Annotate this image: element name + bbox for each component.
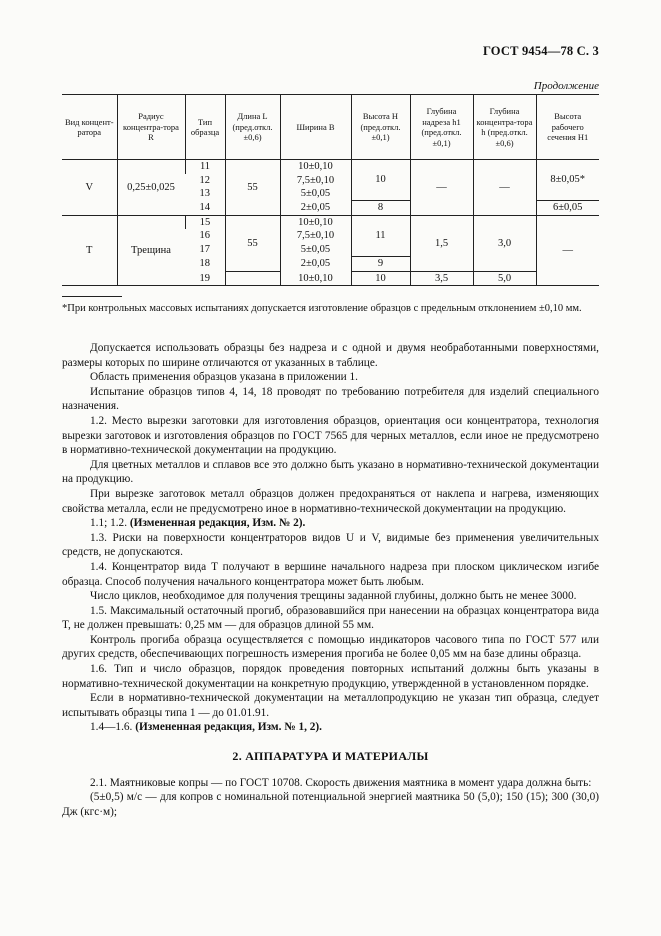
cell-type: 18 (199, 258, 210, 270)
paragraph: Контроль прогиба образца осуществляется с помощью индикаторов часового типа по ГОСТ 577 или других средств, обеспечивающих погрешность измерения прогиба не более 0,05 мм на базе длины образца. (62, 633, 599, 661)
cell-width: 10±0,10 (280, 215, 351, 229)
cell-work-height: 8±0,05* (536, 160, 599, 201)
cell-type: 12 (199, 174, 210, 186)
cell-width: 2±0,05 (280, 201, 351, 216)
col-header: Тип образца (185, 95, 225, 160)
paragraph: 1.2. Место вырезки заготовки для изготовления образцов, ориентация оси концентратора, технология вырезки заготовок и изготовления образцов по ГОСТ 7565 для черных металлов, если иное не предусмотрено в нормативно-технической документации на продукцию. (62, 414, 599, 457)
cell-notch-depth: 3,5 (410, 271, 473, 286)
footnote-divider (62, 296, 122, 297)
paragraph: 1.6. Тип и число образцов, порядок проведения повторных испытаний должны быть указаны в нормативно-технической документации на конкретную продукцию, утвержденной в установленном порядке. (62, 663, 599, 690)
table-row (62, 160, 599, 174)
cell-work-height: — (536, 215, 599, 285)
cell-width: 7,5±0,10 (280, 174, 351, 188)
cell-length-empty (225, 271, 280, 286)
cell-width: 7,5±0,10 (280, 229, 351, 243)
cell-concentrator-depth: 3,0 (473, 215, 536, 271)
col-header: Вид концент-ратора (62, 95, 117, 160)
cell-height: 10 (351, 271, 410, 286)
table-header-row (62, 95, 599, 160)
cell-notch-depth: — (410, 160, 473, 216)
paragraph: Испытание образцов типов 4, 14, 18 проводят по требованию потребителя для изделий специального назначения. (62, 385, 599, 413)
cell-width: 5±0,05 (280, 243, 351, 257)
cell-length: 55 (225, 215, 280, 271)
table-footnote: *При контрольных массовых испытаниях допускается изготовление образцов с предельным отклонением ±0,10 мм. (62, 303, 582, 314)
paragraph: 1.3. Риски на поверхности концентраторов видов U и V, видимые без применения увеличительных средств, не допускаются. (62, 531, 599, 559)
cell-height: 11 (351, 215, 410, 256)
cell-length: 55 (225, 160, 280, 216)
cell-type: 15 (185, 215, 225, 229)
paragraph: Если в нормативно-технической документации на металлопродукцию не указан тип образца, следует испытывать образцы типа 1 — до 01.01.91. (62, 692, 599, 719)
paragraph: Область применения образцов указана в приложении 1. (90, 371, 358, 384)
cell-type: 13 (199, 188, 210, 200)
document-body (62, 341, 599, 819)
cell-type: 14 (185, 201, 225, 216)
cell-type: 11 (185, 160, 225, 174)
cell-kind: T (62, 215, 117, 285)
col-header: Глубина надреза h1 (пред.откл. ±0,1) (410, 95, 473, 160)
col-header: Высота H (пред.откл. ±0,1) (351, 95, 410, 160)
cell-width: 2±0,05 (280, 257, 351, 272)
paragraph: (5±0,5) м/с — для копров с номинальной потенциальной энергией маятника 50 (5,0); 150 (15); 300 (30,0) Дж (кгс·м); (62, 791, 599, 818)
amendment-prefix: 1.4—1.6. (90, 721, 133, 734)
cell-type: 19 (185, 271, 225, 286)
paragraph: 1.4. Концентратор вида T получают в вершине начального надреза при плоском циклическом изгибе образца. Способ получения начального концентратора может быть любым. (62, 560, 599, 588)
cell-kind: V (62, 160, 117, 216)
amendment-bold: (Измененная редакция, Изм. № 1, 2). (135, 721, 322, 734)
col-header: Ширина B (280, 95, 351, 160)
cell-radius: Трещина (117, 215, 185, 285)
specimen-table (62, 94, 599, 286)
col-header: Высота рабочего сечения H1 (536, 95, 599, 160)
cell-concentrator-depth: — (473, 160, 536, 216)
paragraph: 1.5. Максимальный остаточный прогиб, образовавшийся при нанесении на образцах концентратора вида T, не должен превышать: 0,25 мм — для образцов длиной 55 мм. (62, 604, 599, 632)
cell-radius: 0,25±0,025 (117, 160, 185, 216)
paragraph: При вырезке заготовок металл образцов должен предохраняться от наклепа и нагрева, изменяющих свойства металла, если не предусмотрено иное в нормативно-технической документации на продукцию. (62, 487, 599, 515)
cell-width: 5±0,05 (280, 187, 351, 201)
cell-width: 10±0,10 (280, 271, 351, 286)
col-header: Длина L (пред.откл. ±0,6) (225, 95, 280, 160)
cell-height: 9 (351, 257, 410, 272)
cell-notch-depth: 1,5 (410, 215, 473, 271)
paragraph: Число циклов, необходимое для получения трещины заданной глубины, должно быть не менее 3000. (90, 590, 577, 603)
amendment-prefix: 1.1; 1.2. (90, 517, 128, 530)
cell-concentrator-depth: 5,0 (473, 271, 536, 286)
table-row (62, 215, 599, 229)
col-header: Глубина концентра-тора h (пред.откл. ±0,6) (473, 95, 536, 160)
page-header: ГОСТ 9454—78 С. 3 (482, 44, 599, 58)
amendment-bold: (Измененная редакция, Изм. № 2). (129, 517, 306, 530)
paragraph: Для цветных металлов и сплавов все это должно быть указано в нормативно-технической документации на продукцию. (62, 458, 599, 486)
paragraph: 2.1. Маятниковые копры — по ГОСТ 10708. Скорость движения маятника в момент удара должна быть: (90, 776, 592, 789)
col-header: Радиус концентра-тора R (117, 95, 185, 160)
amendment-note (62, 720, 599, 735)
cell-height: 8 (351, 201, 410, 216)
paragraph: Допускается использовать образцы без надреза и с одной и двумя необработанными поверхностями, размеры которых по ширине отличаются от указанных в таблице. (62, 342, 599, 369)
cell-width: 10±0,10 (280, 160, 351, 174)
section-heading: 2. АППАРАТУРА И МАТЕРИАЛЫ (232, 749, 429, 764)
cell-type: 17 (199, 244, 210, 256)
table-continued-label: Продолжение (533, 80, 599, 92)
cell-height: 10 (351, 160, 410, 201)
cell-work-height: 6±0,05 (536, 201, 599, 216)
cell-type: 16 (199, 230, 210, 242)
amendment-note (62, 516, 599, 531)
